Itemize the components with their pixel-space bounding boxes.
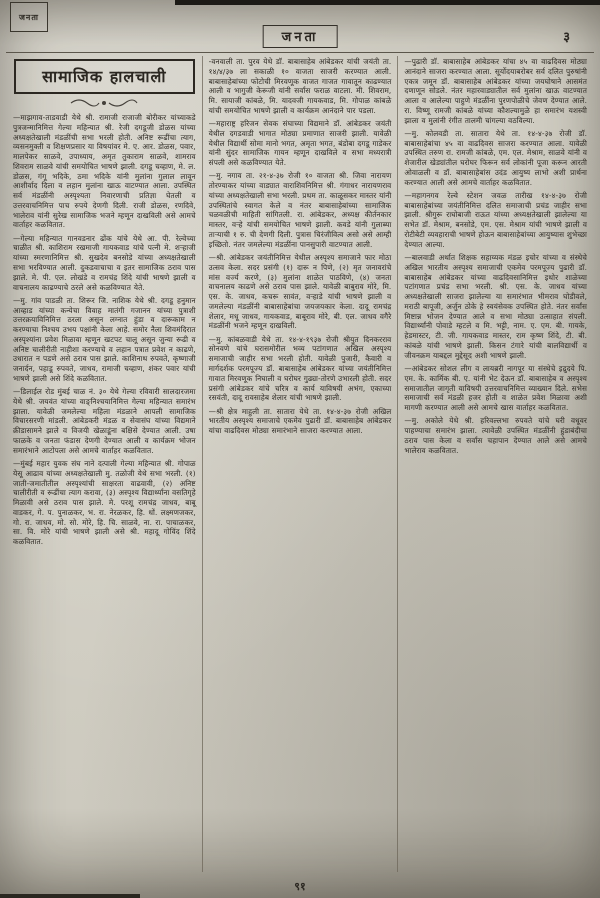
page-footer bbox=[0, 879, 600, 894]
column-divider-2 bbox=[397, 56, 398, 872]
news-paragraph: —माझगाव-ताडवाडी येथे श्री. रामाजी राजाजी बोरीकर यांच्याकडे पुत्रजन्मानिमित्त गेल्या महिन्यात श्री. रेजी दगडूजी डोळस यांच्या अध्यक्षतेखाली मंडळींची सभा भरली होती. अनिष्ट रूढींचा त्याग, व्यसनमुक्ती व शिक्षणप्रसार या विषयांवर मे. ए. आर. डोळस, पवार, मालपेकर साळवे, उपाध्याय, अमृत तुकाराम साळवे, शामराव शिवराम साळवे यांची समयोचित भाषणे झाली. दगडू चव्हाण, मे. ल. डोळस, गंगू भदिके, ठमा भदिके यांनी मुलांना गुलाल लावून आशीर्वाद दिला व लहान मुलांना खाऊ वाटण्यात आला. उपस्थित सर्व मंडळींनी अस्पृश्यता निवारणाची प्रतिज्ञा घेतली व उत्तरवाचनिमित्त पाच रुपये देणगी दिली. राजी डोळस, रणदिवे, भालेराव यांनी सुरेख सामाजिक भजने म्हणून दाखविली असे आमचे वार्ताहर कळवितात. bbox=[13, 113, 196, 230]
page-number-top: ३ bbox=[563, 30, 570, 45]
news-paragraph: —बालवाडी अर्थात शिक्षक सहाय्यक मंडळ इचोर यांच्या व संस्थेचे अखिल भारतीय अस्पृश्य समाजाची एकमेव परमपूज्य पुढारी डॉ. बाबासाहेब आंबेडकर यांच्या वाढदिवसानिमित्त इथोर शाळेच्या पटांगणात प्रचंड सभा भरली. श्री. एस. के. जाधव यांच्या अध्यक्षतेखाली साजरा झालेल्या या समारंभात भीमराव घोडीवले, मराठी बापूजी, अर्जुन ठोके हे स्वयंसेवक उपस्थित होते. नंतर सर्वांस मिष्टान्न भोजन देण्यात आले व सभा मोठ्या उत्साहात संपली. विद्यार्थ्यांनी पोवाडे म्हटले व मि. भट्टी, नाम. ए. एम. बी. गायके, हेडमास्टर, टी. जी. गायकवाड मास्तर, राम कृष्ण शिंदे, टी. बी. कांबळे यांची भाषणे झाली. किसन टंगारे यांची बालविद्यार्थी व जीवनक्रम याबद्दल मुद्देसूद अशी भाषणे झाली. bbox=[404, 253, 588, 360]
corner-stamp bbox=[10, 2, 48, 32]
news-paragraph: —महाराष्ट्र हरिजन सेवक संघाच्या विद्यमाने डॉ. आंबेडकर जयंती येथील दगडवाडी भागात मोठ्या प्रमाणात साजरी झाली. यावेळी येथील विद्यार्थी सोमा मानो भगत, अमृता भगत, बंडोबा दगडू गाडेकर यांनी सुंदर सामाजिक गायन म्हणून दाखविले व सभा मध्यरात्री संपली असे कळविण्यात येते. bbox=[208, 119, 392, 168]
column-divider-1 bbox=[202, 56, 203, 872]
news-paragraph: -वनवाली ता. पुरव येथे डॉ. बाबासाहेब आंबेडकर यांची जयंती ता. १४/४/३७ ला सकाळी १० वाजता साजरी करण्यात आली. बाबासाहेबांच्या फोटोची मिरवणूक वाजत गाजत गावातून काढण्यात आली व भागुजी केरूजी यांनी सर्वांस फराळ वाटला. मी. शिवराम, मि. सायाजी कांबळे, मि. यादवजी गायकवाड, मि. गोपाळ कांबळे यांची समयोचित भाषणे झाली व कार्यक्रम आनंदाने पार पडला. bbox=[208, 57, 392, 115]
news-paragraph: —महागनगव रेल्वे स्टेशन जवळ तारीख १४-४-३७ रोजी बाबासाहेबांच्या जयंतीनिमित्त दलित समाजाची प्रचंड जाहीर सभा झाली. श्रीगुरू राघोबाजी राऊत यांच्या अध्यक्षतेखाली झालेल्या या सभेत डॉ. मेश्राम, बनसोडे, एम. एस. मेश्राम यांची भाषणे झाली व रोटीबेटी व्यवहाराची भाषणे होऊन बाबासाहेबांच्या आयुष्यास शुभेच्छा देण्यात आल्या. bbox=[404, 190, 588, 249]
news-paragraph: —आंबेडकर सोशल लीग व लायब्ररी नागपूर या संस्थेचे इद्रुदये पि. एम. के. कार्मिक बी. ए. यांनी भेट देऊन डॉ. बाबासाहेब व अस्पृश्य समाजातील जागृती याविषयी उत्तरवाचनिमित्त व्याख्यान दिले. सभेस समाजाची सर्व मंडळी हजर होती व शाळेत प्रवेश मिळावा अशी मागणी करण्यात आली असे आमचे खास वार्ताहर कळवितात. bbox=[404, 363, 588, 413]
masthead-title: जनता bbox=[281, 30, 319, 45]
section-headline: सामाजिक हालचाली bbox=[14, 59, 195, 94]
news-paragraph: —पुढारी डॉ. बाबासाहेब आंबेडकर यांचा ४५ वा वाढदिवस मोठ्या आनंदाने साजरा करण्यात आला. सूर्योदयाबरोबर सर्व दलित पुरुषांनी एकत्र जमून डॉ. बाबासाहेब आंबेडकर यांच्या जयघोषाने आसमंत दणाणून सोडले. नंतर महारवाड्यातील सर्व मुलांना खाऊ वाटण्यात आला व आलेल्या पाहुणे मंडळींना पुरणपोळीचे जेवण देण्यात आले. रा. विष्णू रामजी कांबळे यांच्या कौशल्यामुळे हा समारंभ यशस्वी झाला व मुलांनी रंगीत तालमी चांगल्या वठविल्या. bbox=[404, 57, 588, 125]
column-1 bbox=[7, 56, 202, 872]
columns-container bbox=[7, 56, 593, 872]
news-paragraph: —मु. कांबळवाडी येथे ता. १४-४-१९३७ रोजी श्रीयुत दिनकरराव सोनवणे यांचे घरासमोरील भव्य पटांगणात अखिल अस्पृश्य समाजाची जाहीर सभा भरली होती. यावेळी पुजारी, कैवारी व मार्गदर्शक परमपूज्य डॉ. बाबासाहेब आंबेडकर यांच्या जयंतीनिमित्त गावात मिरवणूक निघाली व घरोघर गुढ्या-तोरणे उभारली होती. सदर प्रसंगी आंबेडकर यांचे चरित्र व कार्य याविषयी अभंग, एकाच्या रसवंती, दादू रावसाहेब शेलार यांची भाषणे झाली. bbox=[208, 334, 392, 403]
column-3 bbox=[398, 56, 593, 872]
corner-stamp-label: जनता bbox=[18, 12, 39, 22]
news-paragraph: —श्री. आंबेडकर जयंतीनिमित्त येथील अस्पृश्य समाजाने फार मोठा उत्सव केला. सदर प्रसंगी (१) दारू न पिणे, (२) मृत जनावरांचे मांस वर्ज्य करणे, (३) मुलांना शाळेत पाठविणे, (४) जनता वाचनालय काढणे असे ठराव पास झाले. यावेळी बाबुराव मोरे, मि. एस. के. जाधव, कचरू सावंत, वऱ्हाडे यांची भाषणे झाली व जमलेल्या मंडळींनी बाबासाहेबांचा जयजयकार केला. दादू रामचंद्र शेलार, मधू जाधव, गायकवाड, बाबूराव मोरे, बी. एल. जाधव वगैरे मंडळींनी भजने म्हणून दाखविली. bbox=[208, 253, 392, 331]
column-2 bbox=[203, 56, 398, 872]
page-number-bottom: ९१ bbox=[294, 880, 306, 893]
news-paragraph: —डिलाईल रोड मुंबई चाळ नं. ३० येथे गेल्या रविवारी सालदारजमा येथे श्री. जयवंत यांच्या वाङ्‌निश्चयानिमित्त गेल्या महिन्यात समारंभ झाला. यावेळी जमलेल्या महिला मंडळाने आपली सामाजिक विचारसरणी मांडली. आंबेडकरी मंडळ व सेवासंघ यांच्या विद्यमाने क्रीडासामने झाले व विजयी खेळाडूंना बक्षिसे देण्यात आली. उषा फाळके व जनता फंडास देणगी देण्यात आली व कार्यक्रम भोजन समारंभाने आटोपला असे आमचे वार्ताहर कळवितात. bbox=[13, 387, 196, 455]
news-paragraph: —मुंबई महार युवक संघ नाने दत्पाली गेल्या महिन्यात श्री. गोपाळ येसू आढाव यांच्या अध्यक्षतेखाली मु. तळोजी येथे सभा भरली. (१) जाती-जमातीतील अस्पृश्यांची साक्षरता वाढवावी, (२) अनिष्ट चालीरीती व रूढींचा त्याग करावा, (३) अस्पृश्य विद्यार्थ्यांना वसतिगृहे मिळावी असे ठराव पास झाले. मे. परशू रामचंद्र जाधव, बाबू वाडकर, गे. प. पुनाळकर, भ. रा. नेरळकर, हि. धों. लक्ष्मणजकर, गो. रा. जाधव, मो. सो. मोरे, हि. चि. साळवे, ना. रा. पाचाळकर, सा. वि. मोरे यांची भाषणे झाली असे श्री. महादू गोविंद शिंदे कळवितात. bbox=[13, 459, 196, 547]
news-paragraph: —मु. नगाव ता. २१-४-३७ रोजी १० वाजता श्री. जिवा नारायण तोरण्याकर यांच्या वाड्यात वाराशिवनिमित्त श्री. गंगाधर नारायणराव यांच्या अध्यक्षतेखाली सभा भरली. प्रथम ता. काळूसकर मास्तर यांनी उपस्थितांचे स्वागत केले व नंतर बाबासाहेबांच्या सामाजिक चळवळीची माहिती सांगितली. रा. आंबेडकर, अध्यक्ष कीर्तनकार मास्तर, वऱ्हे यांची समयोचित भाषणे झाली. कवडे यांनी गुलाब्या ताऱ्याची १ रु. ची देणगी दिली. पुत्रास चिरंजीवित्व असो असे आम्ही इच्छितो. नंतर जमलेल्या मंडळींना पानसुपारी वाटण्यात आली. bbox=[208, 171, 392, 249]
scan-edge-bottom bbox=[0, 894, 140, 898]
header-divider bbox=[6, 52, 594, 53]
news-paragraph: —श्री क्षेत्र माहुली ता. सातारा येथे ता. १४-४-३७ रोजी अखिल भारतीय अस्पृश्य समाजाचे एकमेव पुढारी डॉ. बाबासाहेब आंबेडकर यांचा वाढदिवस मोठ्या समारंभाने साजरा करण्यात आला. bbox=[208, 406, 392, 436]
masthead bbox=[263, 25, 338, 48]
news-paragraph: —मु. गांव पाडळी ता. शिरूर जि. नाशिक येथे श्री. दगडू हनुमान आव्हाड यांच्या कन्येचा विवाह मातंगी गजानन यांच्या पुत्राशी उत्तरक्रयाविनिमित्त ठरला असून लग्नात हुंडा व दारूकाम न करण्याचा निश्चय उभय पक्षांनी केला आहे. समोर नैला शिवमंदिरात अस्पृश्यांना प्रवेश मिळावा म्हणून खटपट चालू असून जुन्या रूढी व अनिष्ट चालीरीती नाहीशा करण्याचे व लहान पत्रात प्रवेश न काढणे, उधारात न पडणे असे ठराव पास झाले. काशिनाथ रुपवते, कृष्णाजी जनार्दन, पहाडू रुपवते, जाधव, रामाजी चव्हाण, शंकर पवार यांची भाषणे झाली असे शिंदे कळवितात. bbox=[13, 295, 196, 383]
news-paragraph: —मु. अकोले येथे श्री. हरिवल्लभा रुपवते यांचे घरी वधूवर पाहण्याचा समारंभ झाला. त्यावेळी उपस्थित मंडळींनी हुंडाबंदीचा ठराव पास केला व सर्वांस चहापान देण्यात आले असे आमचे भालेराव कळवितात. bbox=[404, 416, 588, 455]
news-paragraph: —मु. कोलवडी ता. सातारा येथे ता. १४-४-३७ रोजी डॉ. बाबासाहेबांचा ४५ वा वाढदिवस साजरा करण्यात आला. यावेळी उपस्थित तरुण रा. रामजी कांबळे, एम. एल. मेश्राम, साळवे यांनी व शेजारील खेड्यांतील घरोघर फिरून सर्व लोकांनी पूजा करून आरती ओवाळली व डॉ. बाबासाहेबांस उदंड आयुष्य लाभो अशी प्रार्थना करण्यात आली असे आमचे वार्ताहर कळवितात. bbox=[404, 128, 588, 187]
page-header bbox=[0, 0, 600, 52]
flourish-ornament-icon bbox=[13, 97, 196, 109]
news-paragraph: —गेल्या महिन्यात गानवडनार ढोंक यांचे येथे आ. पी. रेल्वेच्या चाळीत श्री. काशिराम रखमाजी गायकवाड यांचे पत्नी मे. शऱ्हाजी यांच्या स्मरणानिमित्त श्री. सुखदेव बनसोडे यांच्या अध्यक्षतेखाली सभा भरविण्यात आली. दुकडवाचाचा व इतर सामाजिक ठराव पास झाले. मे. पी. एल. लोखंडे व रामचंद्र शिंदे यांची भाषणे झाली व वाचनालय काढण्याचे ठरले असे कळविण्यात येते. bbox=[13, 233, 196, 292]
